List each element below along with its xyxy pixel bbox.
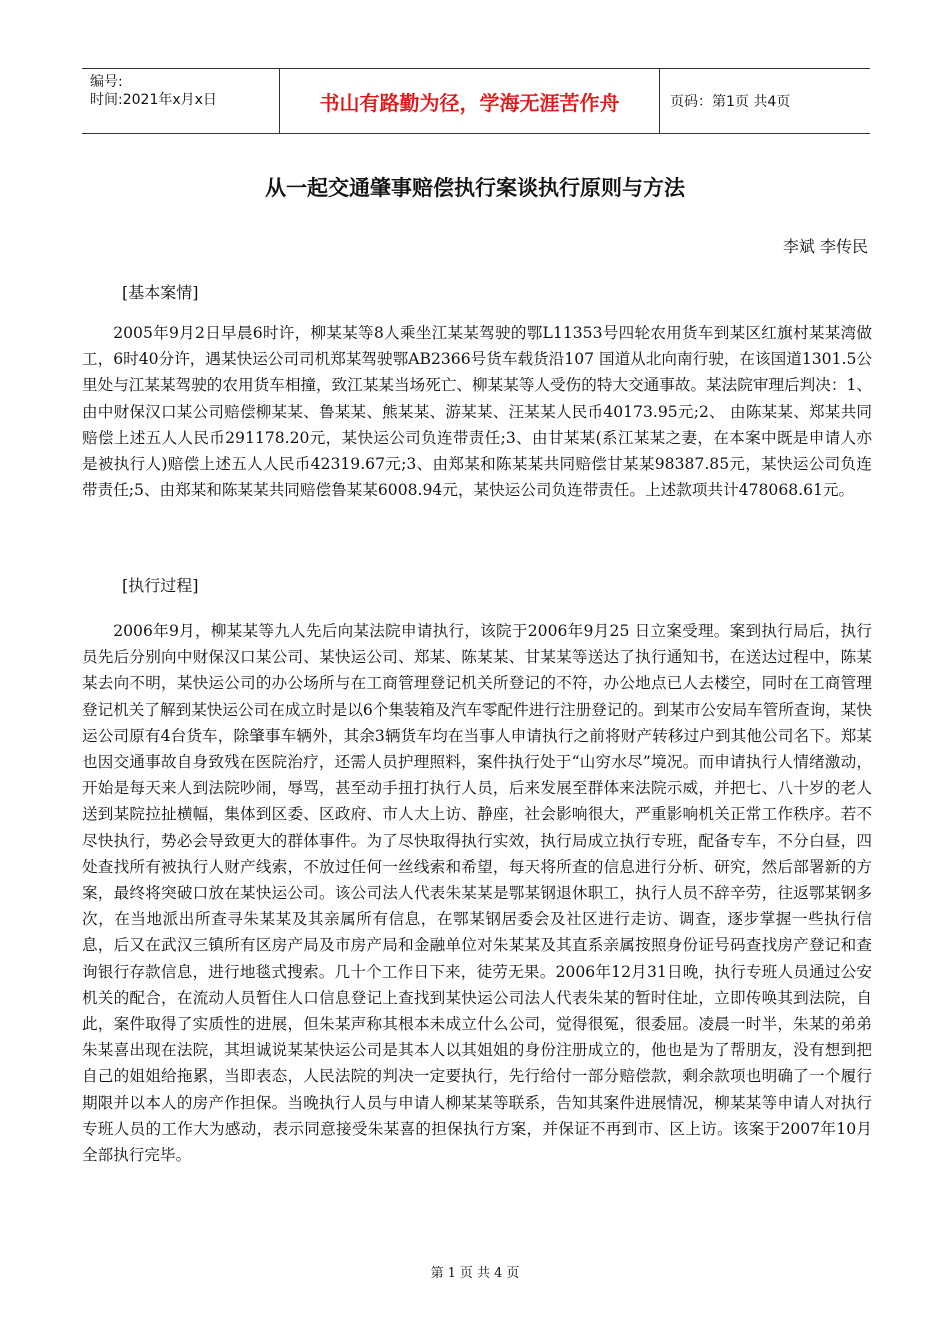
footer-prefix: 第 (430, 1266, 444, 1281)
paragraph-execution-process: 2006年9月，柳某某等九人先后向某法院申请执行，该院于2006年9月25 日立案受理。案到执行局后，执行员先后分别向中财保汉口某公司、某快运公司、郑某、陈某某、甘某某等送达了执行通知书，在送达过程中，陈某某去向不明，某快运公司的办公场所与在工商管理登记机关所登记的不符，办公地点已人去楼空，同时在工商管理登记机关了解到某快运公司在成立时是以6个集装箱及汽车零配件进行注册登记的。到某市公安局车管所查询，某快运公司原有4台货车，除肇事车辆外，其余3辆货车均在当事人申请执行之前将财产转移过户到其他公司名下。郑某也因交通事故自身致残在医院治疗，还需人员护理照料，案件执行处于“山穷水尽”境况。而申请执行人情绪激动，开始是每天来人到法院吵闹，辱骂，甚至动手扭打执行人员，后来发展至群体来法院示威，并把七、八十岁的老人送到某院拉扯横幅，集体到区委、区政府、市人大上访、静座，社会影响很大，严重影响机关正常工作秩序。若不尽快执行，势必会导致更大的群体事件。为了尽快取得执行实效，执行局成立执行专班，配备专车，不分白昼，四处查找所有被执行人财产线索，不放过任何一丝线索和希望，每天将所查的信息进行分析、研究，然后部署新的方案，最终将突破口放在某快运公司。该公司法人代表朱某某是鄂某钢退休职工，执行人员不辞辛劳，往返鄂某钢多次，在当地派出所查寻朱某某及其亲属所有信息，在鄂某钢居委会及社区进行走访、调查，逐步掌握一些执行信息，后又在武汉三镇所有区房产局及市房产局和金融单位对朱某某及其直系亲属按照身份证号码查找房产登记和查询银行存款信息，进行地毯式搜索。几十个工作日下来，徒劳无果。2006年12月31日晚，执行专班人员通过公安机关的配合，在流动人员暂住人口信息登记上查找到某快运公司法人代表朱某的暂时住址，立即传唤其到法院，自此，案件取得了实质性的进展，但朱某声称其根本未成立什么公司，觉得很冤，很委屈。凌晨一时半，朱某的弟弟朱某喜出现在法院，其坦诚说某某快运公司是其本人以其姐姐的身份注册成立的，他也是为了帮朋友，没有想到把自己的姐姐给拖累，当即表态，人民法院的判决一定要执行，先行给付一部分赔偿款，剩余款项也明确了一个履行期限并以本人的房产作担保。当晚执行人员与申请人柳某某等联系，告知其案件进展情况，柳某某等申请人对执行专班人员的工作大为感动，表示同意接受朱某喜的担保执行方案，并保证不再到市、区上访。该案于2007年10月全部执行完毕。 (82, 622, 872, 1165)
footer-current-page: 1 (447, 1266, 456, 1281)
page-footer (0, 1262, 950, 1281)
footer-suffix: 页 (506, 1266, 520, 1281)
section-heading-basic-facts: [基本案情] (122, 283, 199, 302)
footer-total-pages: 4 (494, 1266, 503, 1281)
header-meta-cell (82, 69, 280, 133)
page-info: 页码：第1页 共4页 (670, 94, 791, 110)
document-title: 从一起交通肇事赔偿执行案谈执行原则与方法 (265, 176, 685, 200)
header-page-cell (660, 69, 870, 133)
time-label: 时间:2021年x月x日 (90, 92, 217, 108)
number-label: 编号: (90, 74, 123, 90)
header-table (82, 68, 870, 134)
footer-mid: 页 共 (459, 1266, 491, 1281)
paragraph-basic-facts: 2005年9月2日早晨6时许，柳某某等8人乘坐江某某驾驶的鄂L11353号四轮农用货车到某区红旗村某某湾做工，6时40分许，遇某快运公司司机郑某驾驶鄂AB2366号货车载货沿107 国道从北向南行驶，在该国道1301.5公里处与江某某驾驶的农用货车相撞，致江某某当场死亡、柳某某等人受伤的特大交通事故。某法院审理后判决：1、由中财保汉口某公司赔偿柳某某、鲁某某、熊某某、游某某、汪某某人民币40173.95元;2、 由陈某某、郑某共同赔偿上述五人人民币291178.20元，某快运公司负连带责任;3、由甘某某(系江某某之妻，在本案中既是申请人亦是被执行人)赔偿上述五人人民币42319.67元;3、由郑某和陈某某共同赔偿甘某某98387.85元，某快运公司负连带责任;5、由郑某和陈某某共同赔偿鲁某某6008.94元，某快运公司负连带责任。上述款项共计478068.61元。 (82, 324, 872, 500)
authors: 李斌 李传民 (782, 237, 868, 256)
header-motto-cell (280, 69, 660, 133)
section-heading-execution-process: [执行过程] (122, 576, 199, 595)
motto-text: 书山有路勤为径，学海无涯苦作舟 (319, 90, 620, 115)
